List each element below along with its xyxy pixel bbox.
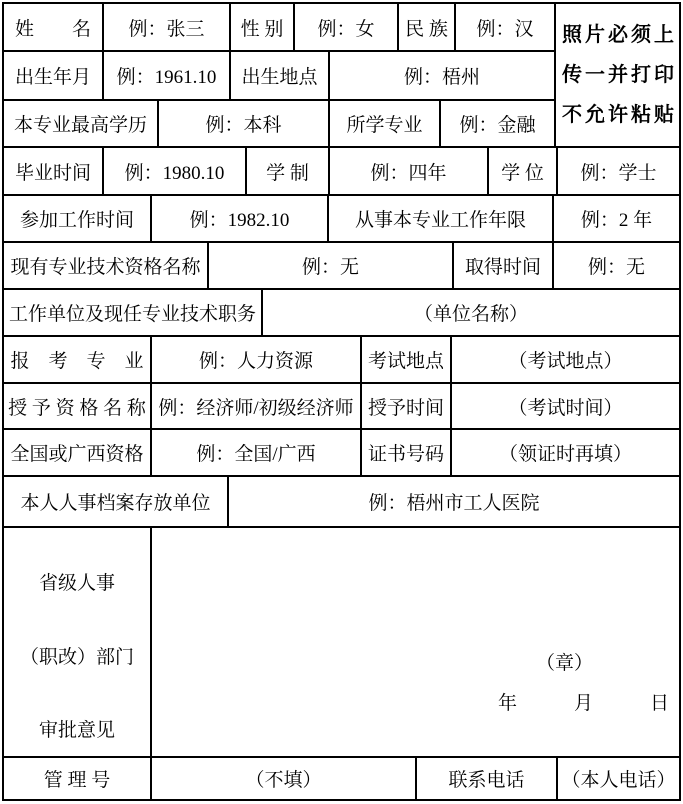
studied-major-label: 所学专业 [330, 101, 441, 146]
work-years-label: 从事本专业工作年限 [329, 196, 554, 241]
awarded-qualification-label: 授 予 资 格 名 称 [4, 384, 152, 428]
obtained-time-example: 例：无 [587, 257, 645, 278]
birth-date-example: 例：1961.10 [104, 52, 231, 99]
gender-example: 例：女 [295, 4, 399, 50]
archive-row [4, 477, 679, 528]
date-placeholder: 年 月 日 [497, 693, 669, 714]
name-row [4, 4, 554, 52]
birth-row [4, 52, 554, 101]
approval-label-line: 审批意见 [38, 720, 115, 741]
certificate-number-placeholder: （领证时再填） [498, 444, 632, 465]
birth-date-label: 出生年月 [4, 52, 104, 99]
contact-phone-label: 联系电话 [417, 758, 558, 799]
ethnicity-label: 民 族 [399, 4, 456, 50]
employer-row [4, 290, 679, 337]
contact-phone-placeholder: （本人电话） [561, 770, 676, 791]
awarded-qualification-row [4, 384, 679, 430]
exam-site-label: 考试地点 [362, 337, 452, 382]
work-start-label: 参加工作时间 [4, 196, 152, 241]
birth-place-label: 出生地点 [231, 52, 330, 99]
qualification-row [4, 243, 679, 290]
seal-placeholder: （章） [535, 653, 593, 674]
current-qualification-label: 现有专业技术资格名称 [4, 243, 209, 288]
studied-major-example: 例：金融 [459, 115, 536, 136]
photo-note-line: 不允许粘贴 [562, 104, 677, 126]
personnel-archive-example: 例：梧州市工人医院 [368, 493, 540, 514]
graduation-time-label: 毕业时间 [4, 148, 104, 194]
approval-label-line: 省级人事 [38, 573, 115, 594]
admin-number-placeholder: （不填） [152, 758, 417, 799]
work-years-example: 例：2 年 [580, 210, 653, 231]
schooling-length-example: 例：四年 [330, 148, 489, 194]
birth-place-example: 例：梧州 [403, 67, 480, 88]
employer-label: 工作单位及现任专业技术职务 [4, 290, 263, 335]
education-row [4, 101, 554, 146]
current-qualification-example: 例：无 [209, 243, 454, 288]
admin-number-label: 管 理 号 [4, 758, 152, 799]
graduation-time-example: 例：1980.10 [104, 148, 247, 194]
graduation-row [4, 148, 679, 196]
registration-form-table [2, 2, 681, 801]
gender-label: 性 别 [231, 4, 295, 50]
scope-row [4, 430, 679, 477]
name-example: 例：张三 [104, 4, 231, 50]
photo-upload-note [554, 4, 679, 146]
admin-number-row [4, 758, 679, 799]
approval-department-label [4, 528, 152, 756]
award-time-label: 授予时间 [362, 384, 452, 428]
degree-label: 学 位 [489, 148, 558, 194]
national-or-guangxi-example: 例：全国/广西 [152, 430, 362, 475]
schooling-length-label: 学 制 [247, 148, 330, 194]
degree-example: 例：学士 [580, 162, 657, 184]
personnel-archive-label: 本人人事档案存放单位 [4, 477, 229, 526]
highest-education-label: 本专业最高学历 [4, 101, 159, 146]
approval-label-line: （职改）部门 [19, 646, 134, 668]
highest-education-example: 例：本科 [159, 101, 330, 146]
exam-major-row [4, 337, 679, 384]
photo-note-line: 照片必须上 [562, 24, 677, 46]
award-time-placeholder: （考试时间） [508, 397, 623, 419]
name-label: 姓 名 [4, 4, 104, 50]
exam-major-example: 例：人力资源 [152, 337, 362, 382]
national-or-guangxi-label: 全国或广西资格 [4, 430, 152, 475]
exam-major-label: 报 考 专 业 [4, 337, 152, 382]
certificate-number-label: 证书号码 [362, 430, 452, 475]
employer-placeholder: （单位名称） [413, 304, 528, 325]
exam-site-placeholder: （考试地点） [508, 351, 623, 372]
approval-opinion-area [152, 528, 679, 756]
awarded-qualification-example: 例：经济师/初级经济师 [152, 384, 362, 428]
obtained-time-label: 取得时间 [454, 243, 554, 288]
work-start-row [4, 196, 679, 243]
top-section [4, 4, 679, 148]
photo-note-line: 传一并打印 [562, 64, 677, 86]
work-start-example: 例：1982.10 [152, 196, 329, 241]
ethnicity-example: 例：汉 [476, 18, 534, 40]
approval-row [4, 528, 679, 758]
